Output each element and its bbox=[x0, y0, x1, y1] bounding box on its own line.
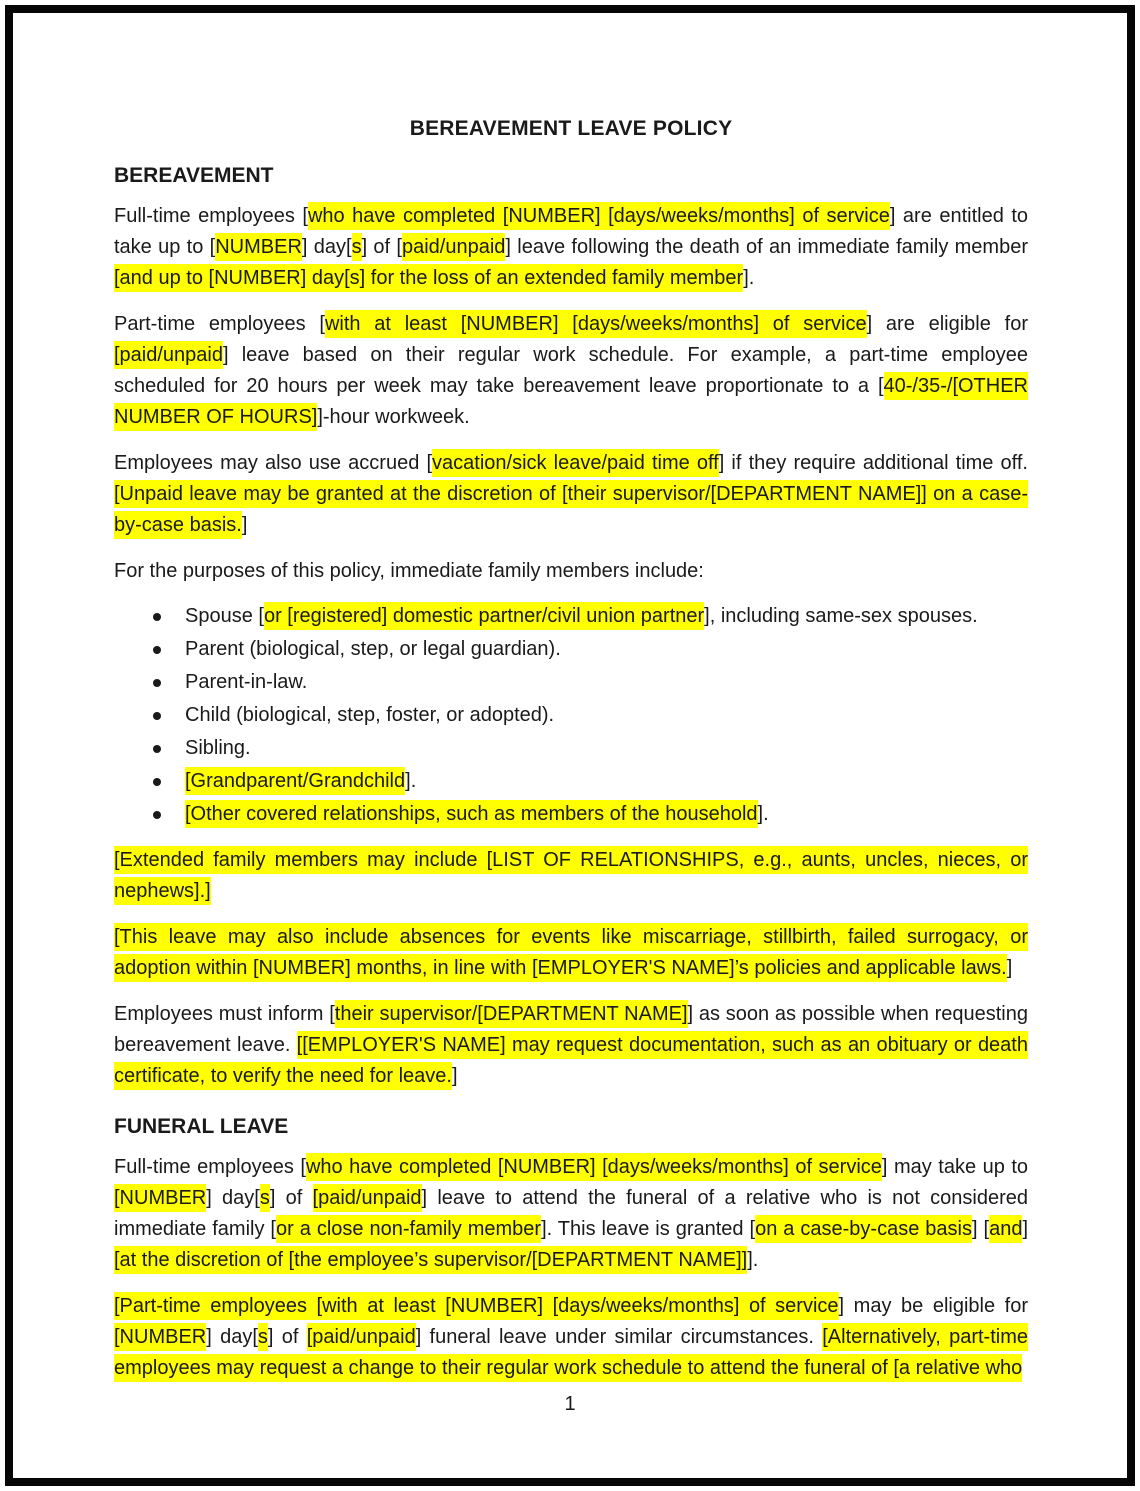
highlighted-text: [NUMBER bbox=[114, 1184, 206, 1212]
list-item-grandparent bbox=[114, 766, 1028, 797]
highlighted-text: paid/unpaid bbox=[402, 233, 505, 261]
plain-text: ] are eligible for bbox=[866, 313, 1028, 335]
highlighted-text: vacation/sick leave/paid time off bbox=[432, 449, 719, 477]
paragraph-fulltime-bereavement bbox=[114, 201, 1028, 294]
highlighted-text: [paid/unpaid bbox=[114, 341, 223, 369]
plain-text: ] may take up to bbox=[881, 1156, 1029, 1178]
plain-text: Spouse [ bbox=[185, 605, 264, 627]
paragraph-accrued-leave bbox=[114, 448, 1028, 541]
list-item-parent-in-law bbox=[114, 667, 1028, 698]
paragraph-fulltime-funeral bbox=[114, 1152, 1028, 1276]
plain-text: Employees must inform [ bbox=[114, 1003, 335, 1025]
document-title: BEREAVEMENT LEAVE POLICY bbox=[409, 117, 733, 140]
list-item-sibling bbox=[114, 733, 1028, 764]
plain-text: ] of bbox=[269, 1187, 313, 1209]
highlighted-text: or a close non-family member bbox=[276, 1215, 541, 1243]
highlighted-text: [Grandparent/Grandchild bbox=[185, 767, 405, 795]
list-item-child bbox=[114, 700, 1028, 731]
plain-text: ] of bbox=[267, 1326, 307, 1348]
highlighted-text: s bbox=[352, 233, 362, 261]
paragraph-other-events bbox=[114, 922, 1028, 984]
highlighted-text: [Part-time employees [with at least [NUMBER] [days/weeks/months] of service bbox=[114, 1292, 839, 1320]
plain-text: Parent (biological, step, or legal guardian). bbox=[185, 638, 561, 660]
document-content bbox=[13, 13, 1127, 1384]
plain-text: For the purposes of this policy, immediate family members include: bbox=[114, 560, 704, 582]
plain-text: ]. bbox=[757, 803, 769, 825]
highlighted-text: [[EMPLOYER'S NAME] may request documentation, such as an obituary or death certificate, to verify the need for leave. bbox=[114, 1031, 1028, 1090]
plain-text: ] as soon as possible when requesting bereavement leave. bbox=[114, 1003, 1028, 1056]
plain-text: ]. bbox=[405, 770, 417, 792]
paragraph-extended-family bbox=[114, 845, 1028, 907]
highlighted-text: 40-/35-/[OTHER NUMBER OF HOURS] bbox=[114, 372, 1028, 431]
plain-text: Full-time employees [ bbox=[114, 1156, 306, 1178]
list-item-other-relationships bbox=[114, 799, 1028, 830]
paragraph-notification bbox=[114, 999, 1028, 1092]
plain-text: ] leave to attend the funeral of a relative who is not considered immediate family [ bbox=[114, 1187, 1028, 1240]
plain-text: ] may be eligible for bbox=[838, 1295, 1029, 1317]
plain-text: Full-time employees [ bbox=[114, 205, 308, 227]
section-heading-bereavement: BEREAVEMENT bbox=[114, 164, 274, 187]
plain-text: ] [ bbox=[971, 1218, 990, 1240]
highlighted-text: s bbox=[260, 1184, 270, 1212]
plain-text: ] day[ bbox=[206, 1326, 258, 1348]
plain-text: ] day[ bbox=[206, 1187, 260, 1209]
highlighted-text: [Extended family members may include [LIST OF RELATIONSHIPS, e.g., aunts, uncles, nieces, or nephews].] bbox=[114, 846, 1028, 905]
highlighted-text: or [registered] domestic partner/civil union partner bbox=[264, 602, 704, 630]
plain-text: ]. This leave is granted [ bbox=[541, 1218, 756, 1240]
highlighted-text: [This leave may also include absences for events like miscarriage, stillbirth, failed surrogacy, or adoption within [NUMBER] months, in line with [EMPLOYER'S NAME]’s policies and applicable laws. bbox=[114, 923, 1028, 982]
highlighted-text: [and up to [NUMBER] day[s] for the loss of an extended family member bbox=[114, 264, 743, 292]
plain-text: ] bbox=[1022, 1218, 1029, 1240]
highlighted-text: [Other covered relationships, such as members of the household bbox=[185, 800, 758, 828]
plain-text: Child (biological, step, foster, or adopted). bbox=[185, 704, 555, 726]
plain-text: ] bbox=[451, 1065, 458, 1087]
highlighted-text: with at least [NUMBER] [days/weeks/months] of service bbox=[325, 310, 867, 338]
immediate-family-list bbox=[114, 601, 1028, 830]
page-number: 1 bbox=[564, 1393, 576, 1415]
highlighted-text: [paid/unpaid bbox=[307, 1323, 416, 1351]
plain-text: ] are entitled to take up to [ bbox=[114, 205, 1028, 258]
plain-text: ] bbox=[1006, 957, 1013, 979]
highlighted-text: s bbox=[258, 1323, 268, 1351]
plain-text: Part-time employees [ bbox=[114, 313, 325, 335]
highlighted-text: [paid/unpaid bbox=[313, 1184, 422, 1212]
page-border bbox=[5, 5, 1135, 1486]
plain-text: ] day[ bbox=[301, 236, 352, 258]
plain-text: ], including same-sex spouses. bbox=[704, 605, 978, 627]
highlighted-text: [NUMBER bbox=[114, 1323, 206, 1351]
plain-text: ] funeral leave under similar circumstances. bbox=[415, 1326, 823, 1348]
plain-text: ] bbox=[241, 514, 248, 536]
paragraph-parttime-funeral bbox=[114, 1291, 1028, 1384]
plain-text: Parent-in-law. bbox=[185, 671, 308, 693]
highlighted-text: NUMBER bbox=[215, 233, 302, 261]
highlighted-text: who have completed [NUMBER] [days/weeks/months] of service bbox=[308, 202, 890, 230]
section-heading-funeral: FUNERAL LEAVE bbox=[114, 1115, 289, 1138]
list-item-spouse bbox=[114, 601, 1028, 632]
plain-text: ] leave following the death of an immediate family member bbox=[505, 236, 1029, 258]
plain-text: ]-hour workweek. bbox=[317, 406, 470, 428]
highlighted-text: [Unpaid leave may be granted at the discretion of [their supervisor/[DEPARTMENT NAME]] on a case-by-case basis. bbox=[114, 480, 1028, 539]
paragraph-immediate-family-intro bbox=[114, 556, 1028, 587]
highlighted-text: on a case-by-case basis bbox=[755, 1215, 972, 1243]
highlighted-text: [at the discretion of [the employee’s supervisor/[DEPARTMENT NAME]] bbox=[114, 1246, 747, 1274]
plain-text: ] if they require additional time off. bbox=[718, 452, 1028, 474]
highlighted-text: and bbox=[989, 1215, 1022, 1243]
plain-text: ] leave based on their regular work schedule. For example, a part-time employee scheduled for 20 hours per week may take bereavement leave proportionate to a [ bbox=[114, 344, 1028, 397]
highlighted-text: their supervisor/[DEPARTMENT NAME] bbox=[335, 1000, 688, 1028]
plain-text: ]. bbox=[743, 267, 755, 289]
paragraph-parttime-bereavement bbox=[114, 309, 1028, 433]
plain-text: Employees may also use accrued [ bbox=[114, 452, 433, 474]
list-item-parent bbox=[114, 634, 1028, 665]
highlighted-text: [Alternatively, part-time employees may request a change to their regular work schedule to attend the funeral of [a relative who bbox=[114, 1323, 1028, 1382]
plain-text: ] of [ bbox=[361, 236, 402, 258]
plain-text: Sibling. bbox=[185, 737, 251, 759]
plain-text: ]. bbox=[747, 1249, 759, 1271]
highlighted-text: who have completed [NUMBER] [days/weeks/months] of service bbox=[306, 1153, 882, 1181]
